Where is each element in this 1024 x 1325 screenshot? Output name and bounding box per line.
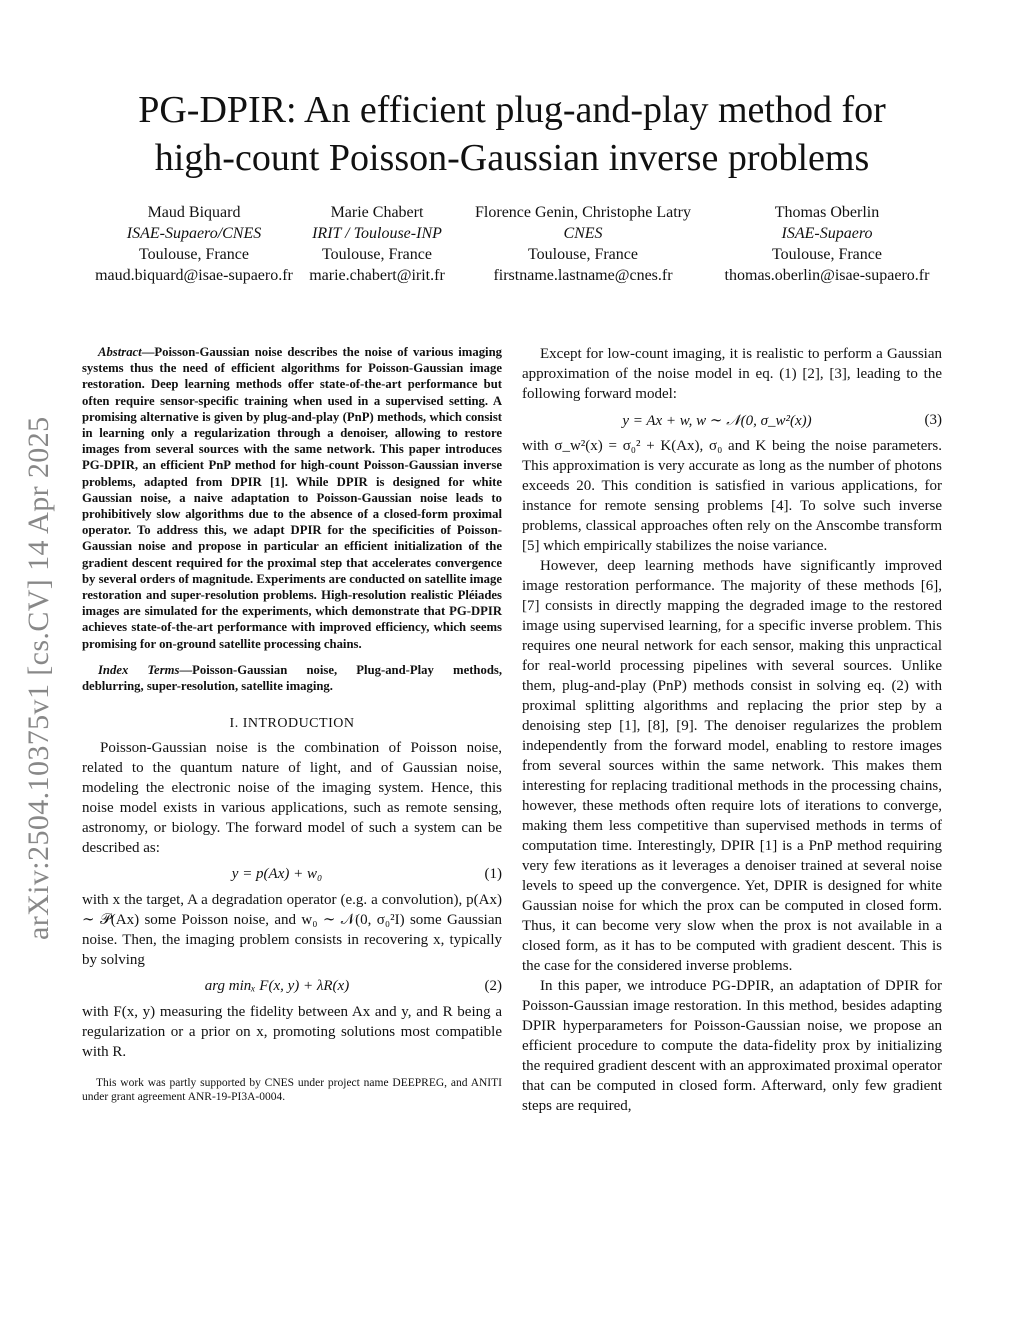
author-email: maud.biquard@isae-supaero.fr xyxy=(95,267,293,284)
author-name: Marie Chabert xyxy=(330,204,424,221)
equation-1 xyxy=(82,858,502,890)
equation-3 xyxy=(522,404,942,436)
intro-paragraph-1: Poisson-Gaussian noise is the combination of Poisson noise, related to the quantum nature of light, and of Gaussian noise, modeling the electronic noise of the imaging system. Hence, this noise model exists in various applications, such as remote sensing, astronomy, or biology. The forward model of such a system can be described as: xyxy=(82,740,502,857)
author-location: Toulouse, France xyxy=(139,246,249,263)
equation-2-number: (2) xyxy=(484,977,502,994)
author-location: Toulouse, France xyxy=(772,246,882,263)
author-affiliation: ISAE-Supaero xyxy=(781,225,873,242)
author-location: Toulouse, France xyxy=(528,246,638,263)
title-line-1: PG-DPIR: An efficient plug-and-play method for xyxy=(138,89,886,131)
intro-paragraph-3: with F(x, y) measuring the fidelity between Ax and y, and R being a regularization or a prior on x, promoting solutions most compatible with R. xyxy=(82,1004,502,1061)
index-terms-text: —Poisson-Gaussian noise, Plug-and-Play methods, deblurring, super-resolution, satellite imaging. xyxy=(82,662,502,694)
author-name: Thomas Oberlin xyxy=(774,204,880,221)
left-column xyxy=(82,344,502,1116)
author-email: firstname.lastname@cnes.fr xyxy=(493,267,673,284)
author-affiliation: IRIT / Toulouse-INP xyxy=(312,225,442,242)
title-line-2: high-count Poisson-Gaussian inverse problems xyxy=(154,137,870,179)
author-4 xyxy=(712,202,942,286)
equation-3-body: y = Ax + w, w ∼ 𝒩(0, σ_w²(x)) xyxy=(622,412,812,429)
equation-2-body: arg minₓ F(x, y) + λR(x) xyxy=(204,977,350,994)
section-heading: I. INTRODUCTION xyxy=(229,716,355,732)
equation-3-number: (3) xyxy=(924,411,942,428)
equation-1-number: (1) xyxy=(484,865,502,882)
body-paragraph-2: with σ_w²(x) = σ₀² + K(Ax), σ₀ and K being the noise parameters. This approximation is very accurate as long as the number of photons exceeds 20. This condition is satisfied in various applications, for instance for remote sensing problems [4]. To solve such inverse problems, classical approaches often rely on the Anscombe transform [5] which empirically stabilizes the noise variance. xyxy=(522,438,942,554)
equation-2 xyxy=(82,970,502,1002)
abstract-text: —Poisson-Gaussian noise describes the noise of various imaging systems thus the need of efficient algorithms for Poisson-Gaussian image restoration. Deep learning methods offer state-of-the-art performance but often require sensor-specific training when used in a supervised setting. A promising alternative is given by plug-and-play (PnP) methods, which consist in learning only a regularization through a denoiser, allowing to restore images from several sources with the same network. This paper introduces PG-DPIR, an efficient PnP method for high-count Poisson-Gaussian inverse problems, adapted from DPIR [1]. While DPIR is designed for white Gaussian noise, a naive adaptation to Poisson-Gaussian noise leads to prohibitively slow algorithms due to the absence of a closed-form proximal operator. To address this, we adapt DPIR for the specificities of Poisson-Gaussian noise and propose in particular an efficient initialization of the gradient descent required for the proximal step that accelerates convergence by several orders of magnitude. Experiments are conducted on satellite image restoration and super-resolution problems. High-resolution realistic Pléiades images are simulated for the experiments, which demonstrate that PG-DPIR achieves state-of-the-art performance with improved efficiency, which seems promising for on-ground satellite processing chains. xyxy=(82,345,502,651)
equation-1-body: y = p(Ax) + w₀ xyxy=(231,865,323,882)
right-column xyxy=(522,344,942,1116)
abstract xyxy=(82,344,502,652)
index-terms xyxy=(82,662,502,694)
paper-title xyxy=(60,86,964,182)
index-terms-label: Index Terms xyxy=(98,662,180,677)
author-1 xyxy=(82,202,306,286)
arxiv-stamp: arXiv:2504.10375v1 [cs.CV] 14 Apr 2025 xyxy=(22,416,55,940)
intro-paragraph-2: with x the target, A a degradation operator (e.g. a convolution), p(Ax) ∼ 𝒫(Ax) some Poisson noise, and w₀ ∼ 𝒩(0, σ₀²I) some Gaussian noise. Then, the imaging problem consists in recovering x, typically by solving xyxy=(82,892,502,969)
abstract-label: Abstract xyxy=(98,345,142,359)
author-location: Toulouse, France xyxy=(322,246,432,263)
author-affiliation: CNES xyxy=(563,225,603,242)
body-paragraph-1: Except for low-count imaging, it is realistic to perform a Gaussian approximation of the noise model in eq. (1) [2], [3], leading to the following forward model: xyxy=(522,346,942,402)
author-email: marie.chabert@irit.fr xyxy=(309,267,445,284)
author-name: Maud Biquard xyxy=(147,204,241,221)
author-name: Florence Genin, Christophe Latry xyxy=(475,204,691,221)
author-3 xyxy=(452,202,714,286)
author-2 xyxy=(300,202,454,286)
author-affiliation: ISAE-Supaero/CNES xyxy=(126,225,262,242)
body-paragraph-3: However, deep learning methods have significantly improved image restoration performance. The majority of these methods [6], [7] consists in directly mapping the degraded image to the restored image using supervised learning, for a specific inverse problem. This requires one neural network for each sensor, making this unpractical for real-world processing pipelines with several sources. Unlike them, plug-and-play (PnP) methods consist in solving eq. (2) with proximal splitting algorithms and replacing the prior step by a denoising step [1], [8], [9]. The denoiser regularizes the problem independently from the forward model, enabling to restore images from several sources within the same network. This makes them interesting for replacing traditional methods in the processing chains, however, these methods often require lots of iterations to converge, making them less competitive than supervised methods in terms of computation time. Interestingly, DPIR [1] is a PnP method requiring very few iterations as it leverages a denoiser trained at several noise levels to speed up the convergence. Yet, DPIR is designed for white Gaussian noise for which the prox can be computed in closed form. Thus, it can become very slow when the prox is not available in a closed form, as it has to be computed with gradient descent. This is the case for the considered inverse problems. xyxy=(522,558,942,974)
author-email: thomas.oberlin@isae-supaero.fr xyxy=(724,267,930,284)
body-paragraph-4: In this paper, we introduce PG-DPIR, an adaptation of DPIR for Poisson-Gaussian image restoration. In this method, besides adapting DPIR hyperparameters for Poisson-Gaussian noise, we propose an efficient procedure to compute the data-fidelity prox by initializing the required gradient descent with an approximated proximal operator that can be computed in closed form. Afterward, only few gradient steps are required, xyxy=(522,978,942,1114)
footnote: This work was partly supported by CNES under project name DEEPREG, and ANITI under grant agreement ANR-19-PI3A-0004. xyxy=(82,1077,502,1104)
